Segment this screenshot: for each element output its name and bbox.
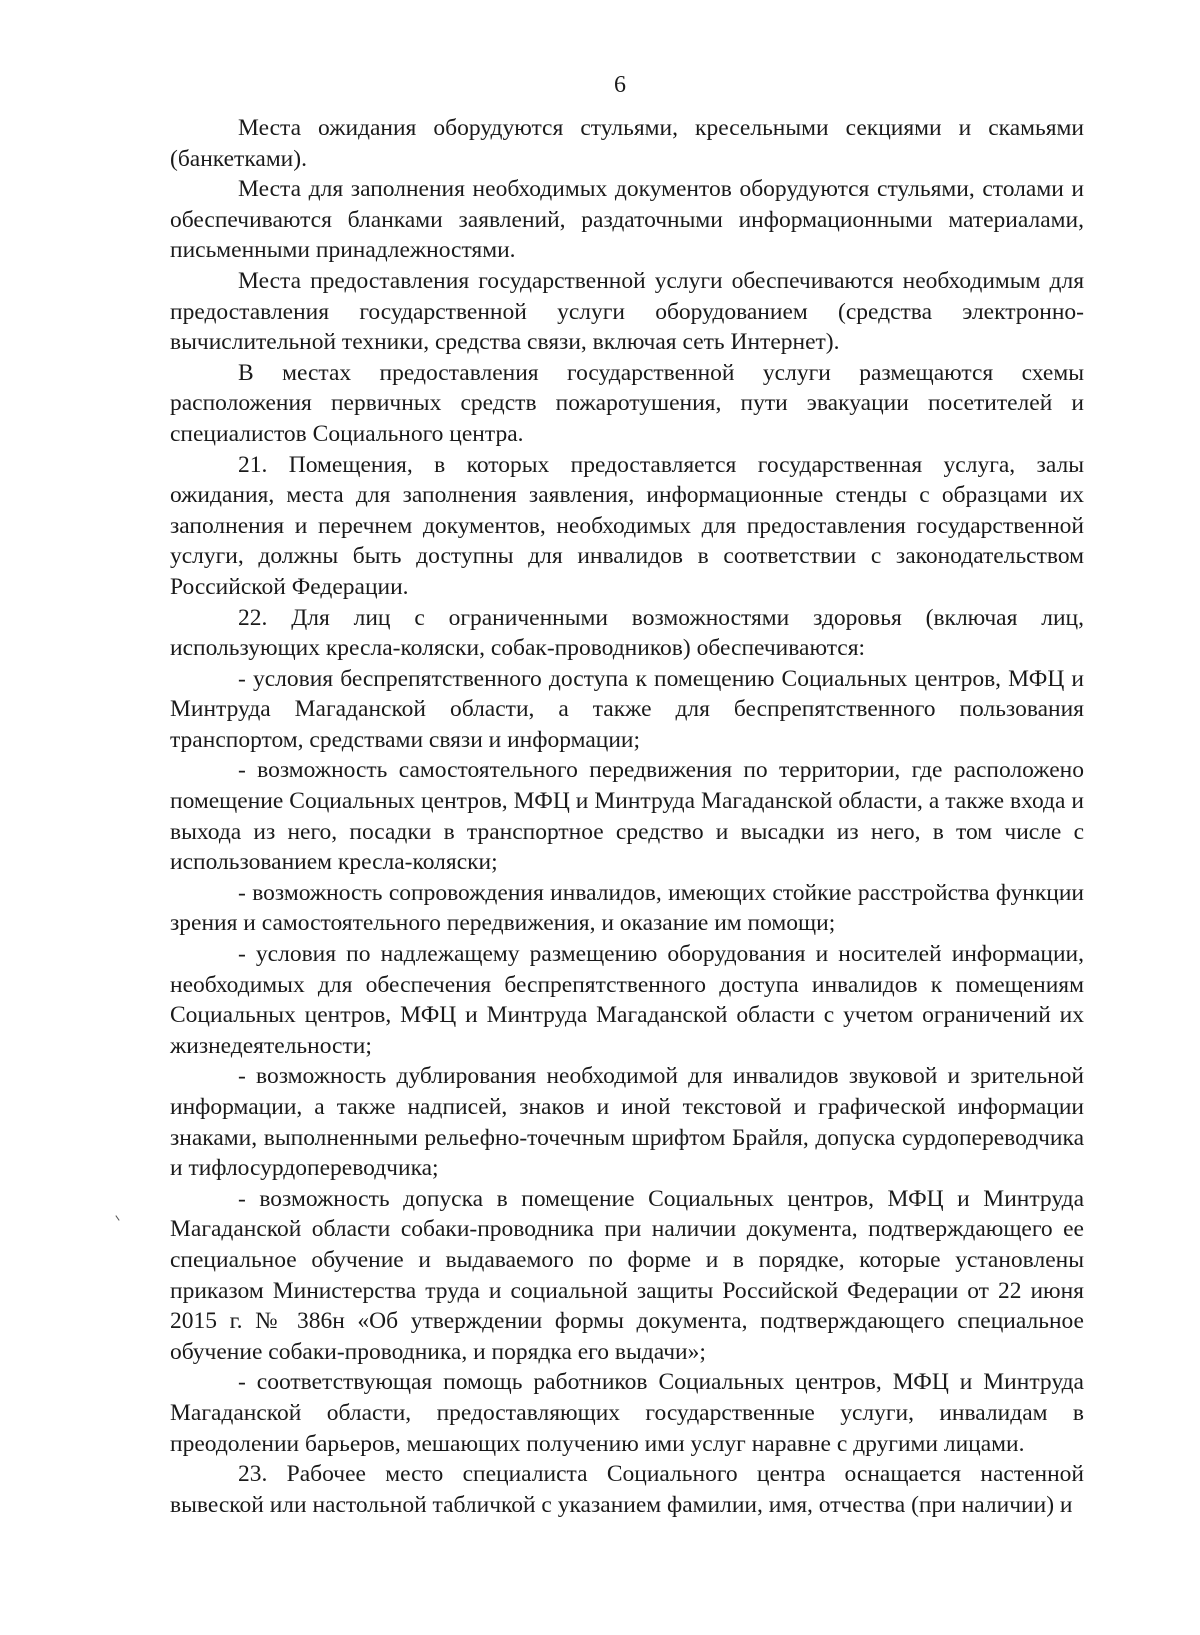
paragraph-item-22: 22. Для лиц с ограниченными возможностями здоровья (включая лиц, использующих кресла-коляски, собак-проводников) обеспечиваются: bbox=[170, 604, 1084, 662]
list-item-escort-assistance: - возможность сопровождения инвалидов, имеющих стойкие расстройства функции зрения и самостоятельного передвижения, и оказание им помощи; bbox=[170, 879, 1084, 937]
paragraph-item-21: 21. Помещения, в которых предоставляется государственная услуга, залы ожидания, места для заполнения заявления, информационные стенды с образцами их заполнения и перечнем документов, необходимых для предоставления государственной услуги, должны быть доступны для инвалидов в соответствии с законодательством Российской Федерации. bbox=[170, 451, 1084, 600]
document-body bbox=[170, 113, 1084, 1520]
list-item-independent-movement: - возможность самостоятельного передвижения по территории, где расположено помещение Социальных центров, МФЦ и Минтруда Магаданской области, а также входа и выхода из него, посадки в транспортное средство и высадки из него, в том числе с использованием кресла-коляски; bbox=[170, 757, 1084, 876]
list-item-information-duplication: - возможность дублирования необходимой для инвалидов звуковой и зрительной информации, а также надписей, знаков и иной текстовой и графической информации знаками, выполненными рельефно-точечным шрифтом Брайля, допуска сурдопереводчика и тифлосурдопереводчика; bbox=[170, 1063, 1084, 1182]
paragraph-item-23: 23. Рабочее место специалиста Социального центра оснащается настенной вывеской или настольной табличкой с указанием фамилии, имя, отчества (при наличии) и bbox=[170, 1461, 1084, 1518]
paragraph-waiting-areas: Места ожидания оборудуются стульями, кресельными секциями и скамьями (банкетками). bbox=[170, 115, 1084, 172]
page-number: 6 bbox=[614, 72, 626, 98]
paragraph-document-filling-areas: Места для заполнения необходимых документов оборудуются стульями, столами и обеспечиваются бланками заявлений, раздаточными информационными материалами, письменными принадлежностями. bbox=[170, 176, 1084, 264]
list-item-guide-dog-access: - возможность допуска в помещение Социальных центров, МФЦ и Минтруда Магаданской области собаки-проводника при наличии документа, подтверждающего ее специальное обучение и выдаваемого по форме и в порядке, которые установлены приказом Министерства труда и социальной защиты Российской Федерации от 22 июня 2015 г. № 386н «Об утверждении формы документа, подтверждающего специальное обучение собаки-проводника, и порядка его выдачи»; bbox=[170, 1185, 1084, 1365]
paragraph-evacuation-schemes: В местах предоставления государственной услуги размещаются схемы расположения первичных средств пожаротушения, пути эвакуации посетителей и специалистов Социального центра. bbox=[170, 359, 1084, 447]
list-item-access-conditions: - условия беспрепятственного доступа к помещению Социальных центров, МФЦ и Минтруда Магаданской области, а также для беспрепятственного пользования транспортом, средствами связи и информации; bbox=[170, 665, 1084, 753]
list-item-equipment-placement: - условия по надлежащему размещению оборудования и носителей информации, необходимых для обеспечения беспрепятственного доступа инвалидов к помещениям Социальных центров, МФЦ и Минтруда Магаданской области с учетом ограничений их жизнедеятельности; bbox=[170, 941, 1084, 1059]
scan-mark bbox=[115, 1215, 119, 1220]
list-item-staff-assistance: - соответствующая помощь работников Социальных центров, МФЦ и Минтруда Магаданской области, предоставляющих государственные услуги, инвалидам в преодолении барьеров, мешающих получению ими услуг наравне с другими лицами. bbox=[170, 1369, 1084, 1457]
paragraph-service-equipment: Места предоставления государственной услуги обеспечиваются необходимым для предоставления государственной услуги оборудованием (средства электронно-вычислительной техники, средства связи, включая сеть Интернет). bbox=[170, 267, 1084, 356]
